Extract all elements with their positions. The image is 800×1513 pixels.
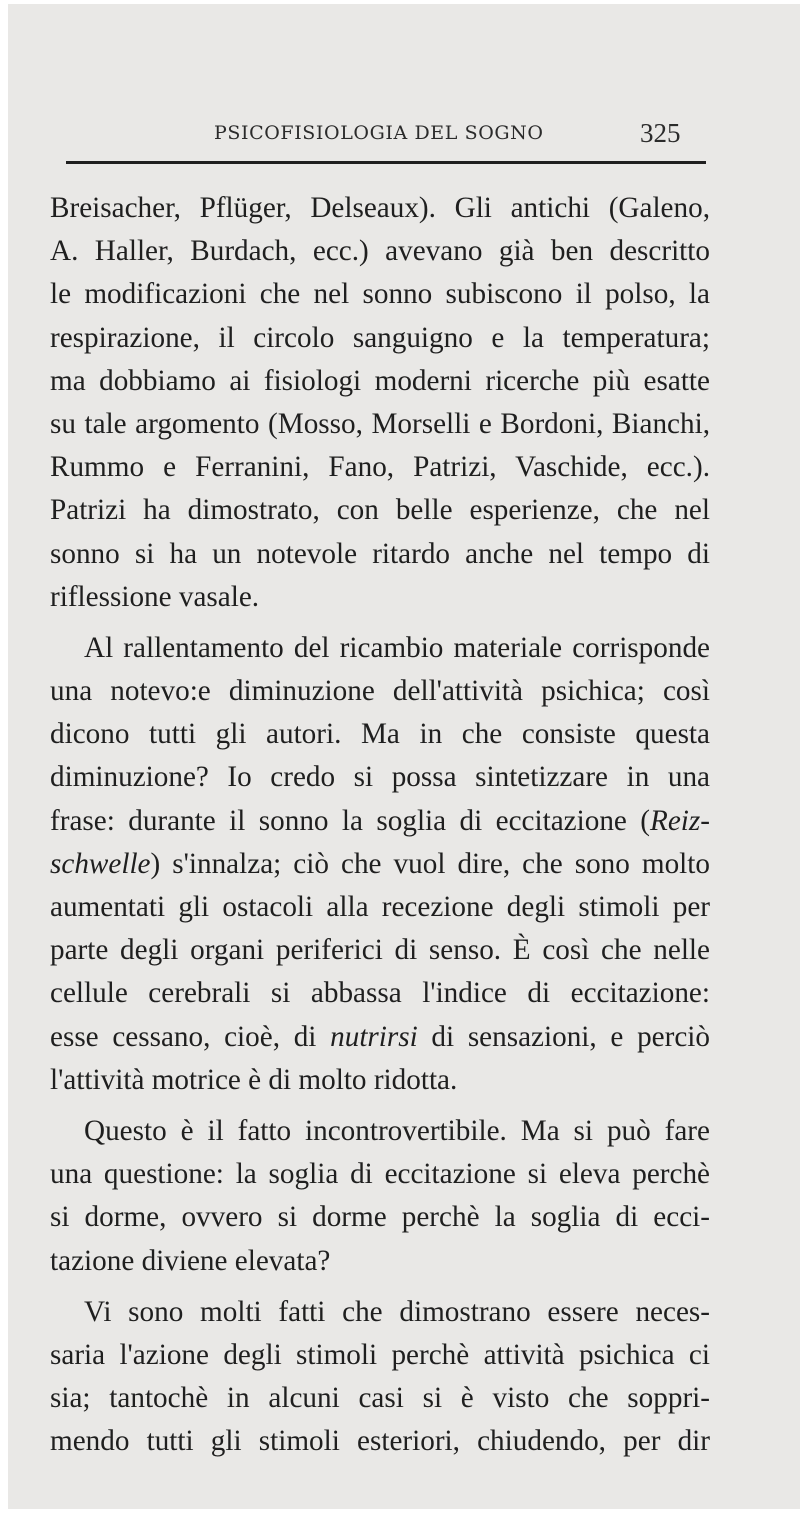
text-line: cellule cerebrali si abbassa l'indice di eccitazione: <box>50 977 710 1010</box>
text-line: Questo è il fatto incontrovertibile. Ma si può fare <box>84 1114 710 1147</box>
text-line: riflessione vasale. <box>50 580 260 613</box>
text-line: Al rallentamento del ricambio materiale corrisponde <box>84 631 710 664</box>
body-text <box>50 187 710 1463</box>
text-line: l'attività motrice è di molto ridotta. <box>50 1063 458 1096</box>
text-line: mendo tutti gli stimoli esteriori, chiudendo, per dir <box>50 1425 710 1458</box>
book-page <box>8 4 800 1509</box>
text-line: A. Haller, Burdach, ecc.) avevano già ben descritto <box>50 235 710 268</box>
text-line: ma dobbiamo ai fisiologi moderni ricerche più esatte <box>50 364 710 397</box>
text-line: le modificazioni che nel sonno subiscono il polso, la <box>50 278 710 311</box>
paragraph <box>50 627 710 1102</box>
text-line: aumentati gli ostacoli alla recezione degli stimoli per <box>50 891 710 923</box>
text-line: su tale argomento (Mosso, Morselli e Bordoni, Bianchi, <box>50 407 710 440</box>
running-header <box>8 116 800 160</box>
paragraph <box>50 1291 710 1464</box>
text-line: saria l'azione degli stimoli perchè attività psichica ci <box>50 1338 710 1371</box>
page-number: 325 <box>640 118 681 148</box>
text-line: diminuzione? Io credo si possa sintetizzare in una <box>50 761 710 794</box>
text-line: Vi sono molti fatti che dimostrano essere neces- <box>84 1295 710 1328</box>
text-line: respirazione, il circolo sanguigno e la temperatura; <box>50 321 710 354</box>
paragraph <box>50 1110 710 1283</box>
text-line: una questione: la soglia di eccitazione si eleva perchè <box>50 1158 710 1191</box>
text-line: frase: durante il sonno la soglia di eccitazione (Reiz- <box>50 804 710 837</box>
header-rule <box>66 161 706 164</box>
text-line: Rummo e Ferranini, Fano, Patrizi, Vaschide, ecc.). <box>50 451 710 484</box>
text-line: Patrizi ha dimostrato, con belle esperienze, che nel <box>50 494 710 527</box>
running-title: PSICOFISIOLOGIA DEL SOGNO <box>214 122 544 144</box>
text-line: esse cessano, cioè, di nutrirsi di sensazioni, e perciò <box>50 1020 710 1053</box>
text-line: si dorme, ovvero si dorme perchè la soglia di ecci- <box>50 1201 710 1234</box>
text-line: parte degli organi periferici di senso. È così che nelle <box>50 934 710 967</box>
text-line: sia; tantochè in alcuni casi si è visto che soppri- <box>50 1382 710 1415</box>
paragraph <box>50 187 710 619</box>
text-line: sonno si ha un notevole ritardo anche nel tempo di <box>50 537 710 570</box>
text-line: schwelle) s'innalza; ciò che vuol dire, che sono molto <box>50 847 710 880</box>
text-line: tazione diviene elevata? <box>50 1244 331 1277</box>
text-line: dicono tutti gli autori. Ma in che consiste questa <box>50 718 710 751</box>
text-line: una notevo:e diminuzione dell'attività psichica; così <box>50 675 710 708</box>
text-line: Breisacher, Pflüger, Delseaux). Gli antichi (Galeno, <box>50 192 710 224</box>
